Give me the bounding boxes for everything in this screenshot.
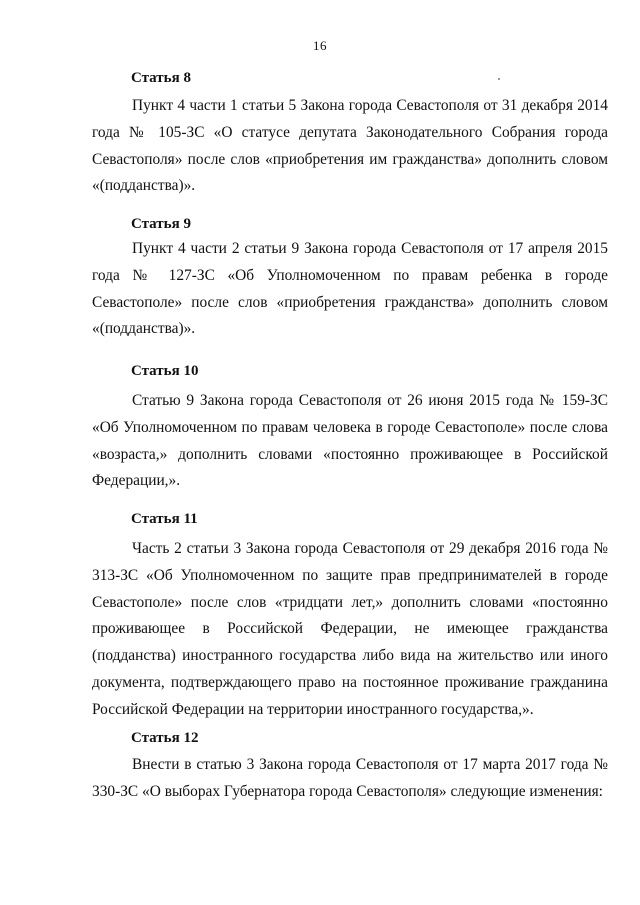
article-9-text: Пункт 4 части 2 статьи 9 Закона города Севастополя от 17 апреля 2015 года № 127-ЗС «Об Уполномоченном по правам ребенка в городе Севастополе» после слов «приобретения гражданства» дополнить словом «(подданства)». [92,240,608,338]
article-12-text: Внести в статью 3 Закона города Севастополя от 17 марта 2017 года № 330-ЗС «О выборах Губернатора города Севастополя» следующие изменения: [92,756,608,800]
article-8-title: Статья 8 [131,70,191,86]
article-8-text: Пункт 4 части 1 статьи 5 Закона города Севастополя от 31 декабря 2014 года № 105-ЗС «О статусе депутата Законодательного Собрания города Севастополя» после слов «приобретения им гражданства» дополнить словом «(подданства)». [92,97,608,195]
article-9-title: Статья 9 [131,216,191,232]
scan-speck [498,78,500,80]
article-11-title: Статья 11 [131,511,198,527]
article-10-text: Статью 9 Закона города Севастополя от 26 июня 2015 года № 159-ЗС «Об Уполномоченном по правам человека в городе Севастополе» после слова «возраста,» дополнить словами «постоянно проживающее в Российской Федерации,». [92,392,608,490]
article-11-text: Часть 2 статьи 3 Закона города Севастополя от 29 декабря 2016 года № 313-ЗС «Об Уполномоченном по защите прав предпринимателей в городе Севастополе» после слов «тридцати лет,» дополнить словами «постоянно проживающее в Российской Федерации, не имеющее гражданства (подданства) иностранного государства либо вида на жительство или иного документа, подтверждающего право на постоянное проживание гражданина Российской Федерации на территории иностранного государства,». [92,540,608,718]
page-number: 16 [313,38,327,53]
article-10-title: Статья 10 [131,363,199,379]
article-12-title: Статья 12 [131,730,199,746]
